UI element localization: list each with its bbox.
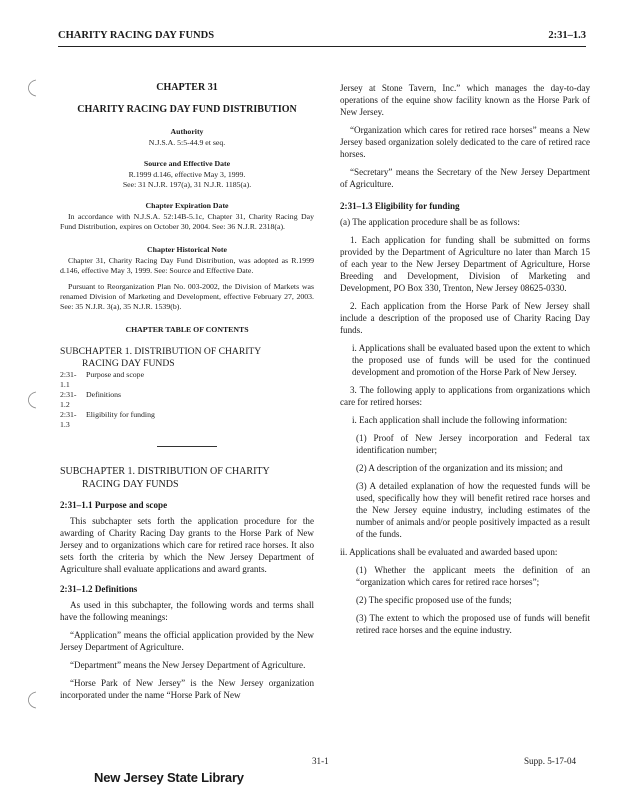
authority-heading: Authority [170, 127, 204, 136]
toc-subchapter-line-1: SUBCHAPTER 1. DISTRIBUTION OF CHARITY [60, 346, 262, 357]
binder-hole-mark-bottom [24, 690, 38, 710]
section-1-3-heading: 2:31–1.3 Eligibility for funding [340, 201, 460, 211]
expiration-note [60, 212, 314, 232]
subchapter-heading-line-2: RACING DAY FUNDS [82, 479, 179, 490]
definition-application: “Application” means the official application provided by the New Jersey Department of Agriculture. [60, 630, 314, 652]
toc-entry-number: 2:31-1.1 [60, 370, 77, 389]
paragraph-3: 3. The following apply to applications from organizations which care for retired horses: [340, 385, 590, 407]
history-paragraph-2: Pursuant to Reorganization Plan No. 003-2002, the Division of Markets was renamed Division of Marketing and Development, effective February 27, 2003. See: 35 N.J.R. 3(a), 35 N.J.R. 1539(b). [60, 282, 314, 311]
chapter-title: CHARITY RACING DAY FUND DISTRIBUTION [77, 104, 297, 115]
paragraph-3-i-3: (3) A detailed explanation of how the requested funds will be used, specifically how they will benefit retired race horses and the New Jersey equine industry, including estimates of the number of animals and/or people positively impacted as a result of the funds. [356, 481, 590, 539]
toc-entry[interactable] [60, 390, 314, 410]
definition-secretary: “Secretary” means the Secretary of the New Jersey Department of Agriculture. [340, 167, 590, 189]
library-stamp: New Jersey State Library [94, 770, 244, 785]
section-1-2-heading: 2:31–1.2 Definitions [60, 584, 138, 594]
toc-entry-title: Definitions [86, 390, 122, 399]
history-paragraph-1: Chapter 31, Charity Racing Day Fund Distribution, was adopted as R.1999 d.146, effective May 3, 1999. See: Source and Effective Date. [60, 256, 314, 275]
expiration-text: In accordance with N.J.S.A. 52:14B-5.1c, Chapter 31, Charity Racing Day Fund Distribution, expires on October 30, 2004. See: 36 N.J.R. 2318(a). [60, 212, 314, 231]
toc-entry-number: 2:31-1.3 [60, 410, 77, 429]
definition-horse-park: “Horse Park of New Jersey” is the New Jersey organization incorporated under the name “Horse Park of New [60, 678, 314, 700]
toc-entry-title: Purpose and scope [86, 370, 145, 379]
subchapter-heading-line-1: SUBCHAPTER 1. DISTRIBUTION OF CHARITY [60, 466, 270, 477]
paragraph-3-ii-3: (3) The extent to which the proposed use of funds will benefit retired race horses and the equine industry. [356, 613, 590, 635]
paragraph-3-i-1: (1) Proof of New Jersey incorporation and Federal tax identification number; [356, 433, 590, 455]
toc-entry[interactable] [60, 410, 314, 430]
paragraph-3-i-2: (2) A description of the organization and its mission; and [356, 463, 563, 473]
binder-hole-mark-top [24, 78, 38, 98]
header-rule [58, 46, 586, 47]
toc-subchapter [60, 346, 314, 370]
paragraph-2: 2. Each application from the Horse Park of New Jersey shall include a description of the proposed use of Charity Racing Day funds. [340, 301, 590, 335]
running-head-section: 2:31–1.3 [548, 30, 586, 41]
section-1-1-text: This subchapter sets forth the application procedure for the awarding of Charity Racing Day grants to the Horse Park of New Jersey and to organizations which care for retired race horses. It also sets forth the criteria by which the New Jersey Department of Agriculture shall evaluate applications and award grants. [60, 516, 314, 574]
toc-subchapter-line-2: RACING DAY FUNDS [82, 358, 175, 369]
definition-horse-park-continued: Jersey at Stone Tavern, Inc.” which manages the day-to-day operations of the equine show facility known as the Horse Park of New Jersey. [340, 83, 590, 117]
subsection-a: (a) The application procedure shall be as follows: [340, 217, 520, 227]
section-1-1-heading: 2:31–1.1 Purpose and scope [60, 500, 168, 510]
toc-entry-number: 2:31-1.2 [60, 390, 77, 409]
right-column [340, 82, 590, 642]
history-note [60, 256, 314, 312]
source-heading: Source and Effective Date [143, 159, 231, 168]
definition-organization: “Organization which cares for retired race horses” means a New Jersey based organization solely dedicated to the care of retired race horses. [340, 125, 590, 159]
history-heading: Chapter Historical Note [147, 245, 227, 254]
toc-heading: CHAPTER TABLE OF CONTENTS [125, 325, 249, 334]
paragraph-3-i: i. Each application shall include the following information: [352, 415, 568, 425]
paragraph-3-ii: ii. Applications shall be evaluated and awarded based upon: [340, 547, 558, 557]
binder-hole-mark-middle [24, 390, 38, 410]
paragraph-2-i: i. Applications shall be evaluated based upon the extent to which the proposed use of funds will be used for the continued development and promotion of the Horse Park of New Jersey. [352, 343, 590, 377]
expiration-heading: Chapter Expiration Date [145, 201, 229, 210]
running-head-title: CHARITY RACING DAY FUNDS [58, 30, 215, 41]
paragraph-3-ii-1: (1) Whether the applicant meets the definition of an “organization which cares for retired race horses”; [356, 565, 590, 587]
left-column [60, 76, 314, 707]
toc-entry[interactable] [60, 370, 314, 390]
paragraph-3-ii-2: (2) The specific proposed use of the funds; [356, 595, 512, 605]
source-line-1: R.1999 d.146, effective May 3, 1999. [128, 170, 246, 179]
section-1-2-intro: As used in this subchapter, the following words and terms shall have the following meanings: [60, 600, 314, 622]
section-divider [157, 446, 217, 447]
chapter-number: CHAPTER 31 [156, 82, 218, 93]
toc-list [60, 370, 314, 430]
authority-text: N.J.S.A. 5:5-44.9 et seq. [148, 138, 226, 147]
page-number: 31-1 [312, 756, 329, 766]
supplement-date: Supp. 5-17-04 [524, 756, 577, 766]
running-head [58, 30, 586, 41]
toc-entry-title: Eligibility for funding [86, 410, 155, 419]
source-line-2: See: 31 N.J.R. 197(a), 31 N.J.R. 1185(a). [122, 180, 252, 189]
subchapter-heading [60, 465, 314, 491]
definition-department: “Department” means the New Jersey Department of Agriculture. [70, 660, 306, 670]
paragraph-1: 1. Each application for funding shall be submitted on forms provided by the Department of Agriculture no later than March 15 of each year to the New Jersey Department of Agriculture, Horse Breeding and Development, Division of Marketing and Development, PO Box 330, Trenton, New Jersey 08625-0330. [340, 235, 590, 293]
